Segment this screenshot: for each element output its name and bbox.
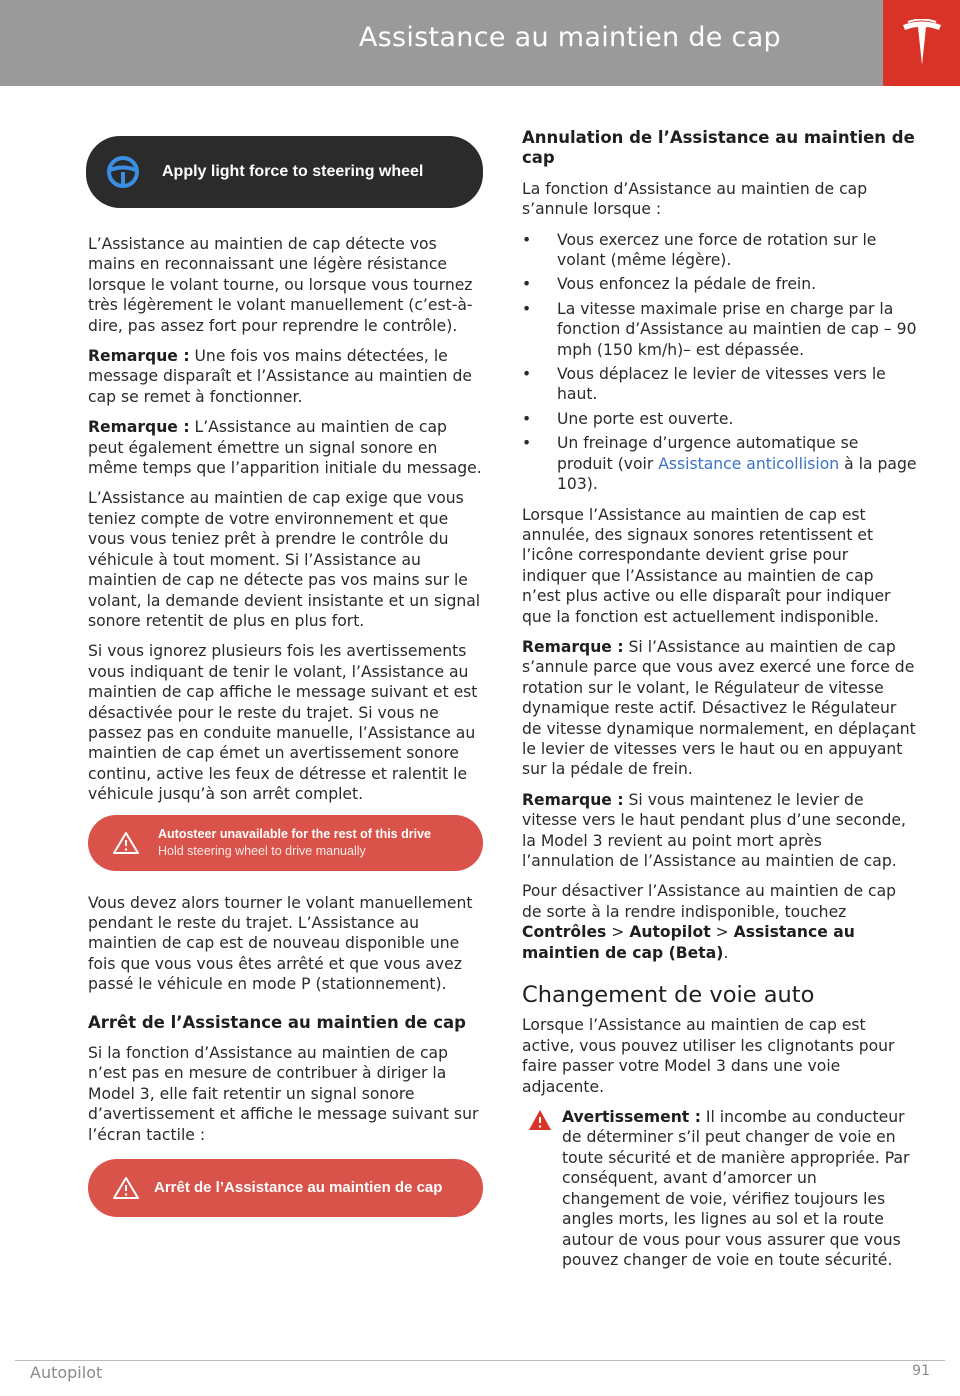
- note: [88, 346, 483, 407]
- section-heading: Arrêt de l’Assistance au maintien de cap: [88, 1012, 466, 1032]
- warning-triangle-icon: [112, 831, 140, 855]
- list-item-text: à la page 103).: [557, 454, 917, 494]
- warning-triangle-icon: [112, 1176, 140, 1200]
- note-text: L’Assistance au maintien de cap peut également émettre un signal sonore en même temps que l’apparition initiale du message.: [88, 418, 482, 478]
- warning-block: [522, 1107, 917, 1270]
- header-bar: [0, 0, 883, 86]
- footer-section: Autopilot: [30, 1363, 103, 1382]
- footer-divider: [15, 1360, 945, 1361]
- paragraph: [522, 881, 917, 963]
- note-text: Si l’Assistance au maintien de cap s’annule parce que vous avez exercé une force de rotation sur le volant, le Régulateur de vitesse dynamique reste actif. Désactivez le Régulateur de vitesse dynamique normalement, en déplaçant le levier de vitesses vers le haut ou en appuyant sur la pédale de frein.: [522, 637, 916, 779]
- menu-path-autopilot: Autopilot: [629, 923, 711, 942]
- steering-wheel-icon: [106, 155, 140, 189]
- paragraph: Si vous ignorez plusieurs fois les avertissements vous indiquant de tenir le volant, l’Assistance au maintien de cap affiche le message suivant et est désactivée pour le reste du trajet. Si vous ne passez pas en conduite manuelle, l’Assistance au maintien de cap émet un avertissement sonore continu, active les feux de détresse et ralentit le véhicule jusqu’à son arrêt complet.: [88, 642, 478, 804]
- list-item-text: Un freinage d’urgence automatique se produit (voir: [557, 434, 859, 473]
- paragraph: La fonction d’Assistance au maintien de cap s’annule lorsque :: [522, 179, 868, 219]
- list-item: • Vous enfoncez la pédale de frein.: [522, 274, 917, 294]
- note: [522, 790, 917, 872]
- page-number: 91: [912, 1363, 930, 1379]
- menu-path-autosteer: Assistance au maintien de cap (Beta): [522, 923, 855, 962]
- list-item: [522, 433, 917, 494]
- list-item: • La vitesse maximale prise en charge par la fonction d’Assistance au maintien de cap – 90 mph (150 km/h)– est dépassée.: [522, 299, 917, 360]
- paragraph: Vous devez alors tourner le volant manuellement pendant le reste du trajet. L’Assistance au maintien de cap est de nouveau disponible une fois que vous vous êtes arrêté et que vous avez passé le véhicule en mode P (stationnement).: [88, 893, 473, 994]
- note-label: Remarque :: [88, 418, 190, 437]
- brand-logo: [883, 0, 960, 86]
- page-title: Assistance au maintien de cap: [358, 22, 781, 53]
- section-heading: Annulation de l’Assistance au maintien de cap: [522, 128, 915, 168]
- note-text: Une fois vos mains détectées, le message disparaît et l’Assistance au maintien de cap se remet à fonctionner.: [88, 347, 472, 406]
- text: Pour désactiver l’Assistance au maintien de cap de sorte à la rendre indisponible, touchez: [522, 882, 897, 921]
- abort-banner-text: Arrêt de l’Assistance au maintien de cap: [154, 1178, 443, 1196]
- steering-alert-text: Apply light force to steering wheel: [162, 162, 424, 180]
- note-label: Remarque :: [522, 790, 624, 809]
- left-column: [88, 128, 483, 1217]
- right-column: [522, 128, 917, 1270]
- separator: >: [710, 923, 734, 942]
- note: [522, 637, 917, 780]
- banner-line-1: Autosteer unavailable for the rest of this drive: [158, 826, 431, 841]
- note-text: Si vous maintenez le levier de vitesse vers le haut pendant plus d’une seconde, la Model 3 revient au point mort après l’annulation de l’Assistance au maintien de cap.: [522, 790, 906, 870]
- warning-label: Avertissement :: [562, 1108, 701, 1127]
- note-label: Remarque :: [88, 347, 190, 366]
- warning-icon: [528, 1109, 552, 1131]
- paragraph: Si la fonction d’Assistance au maintien de cap n’est pas en mesure de contribuer à diriger la Model 3, elle fait retentir un signal sonore d’avertissement et affiche le message suivant sur l’écran tactile :: [88, 1044, 479, 1144]
- cancel-conditions-list: [522, 230, 917, 495]
- list-item: • Vous déplacez le levier de vitesses vers le haut.: [522, 364, 917, 405]
- paragraph: L’Assistance au maintien de cap exige que vous teniez compte de votre environnement et que vous vous teniez prêt à prendre le contrôle du véhicule à tout moment. Si l’Assistance au maintien de cap ne détecte pas vos mains sur le volant, la demande devient insistante et un signal sonore retentit de plus en plus fort.: [88, 489, 481, 630]
- text: .: [723, 943, 729, 962]
- tesla-logo-icon: [900, 19, 944, 67]
- steering-alert-banner: [86, 136, 483, 208]
- list-item: • Une porte est ouverte.: [522, 409, 917, 429]
- note: [88, 417, 483, 478]
- banner-line-2: Hold steering wheel to drive manually: [158, 843, 366, 858]
- menu-path-controls: Contrôles: [522, 923, 607, 942]
- paragraph: L’Assistance au maintien de cap détecte vos mains en reconnaissant une légère résistance lorsque le volant tourne, ou lorsque vous tournez très légèrement le volant manuellement (c’est-à-dire, pas assez fort pour reprendre le contrôle).: [88, 235, 473, 335]
- autosteer-unavailable-banner: [88, 815, 483, 871]
- paragraph: Lorsque l’Assistance au maintien de cap est active, vous pouvez utiliser les clignotants pour faire passer votre Model 3 dans une voie adjacente.: [522, 1016, 895, 1096]
- collision-assist-link[interactable]: Assistance anticollision: [658, 454, 840, 473]
- paragraph: Lorsque l’Assistance au maintien de cap est annulée, des signaux sonores retentissent et l’icône correspondante devient grise pour indiquer que l’Assistance au maintien de cap n’est plus active ou elle disparaît pour indiquer que la fonction est actuellement indisponible.: [522, 505, 891, 626]
- autosteer-abort-banner: [88, 1159, 483, 1217]
- list-item: • Vous exercez une force de rotation sur le volant (même légère).: [522, 230, 917, 271]
- section-title: Changement de voie auto: [522, 982, 815, 1009]
- warning-text: Il incombe au conducteur de déterminer s’il peut changer de voie en toute sécurité et de manière appropriée. Par conséquent, avant d’amorcer un changement de voie, vérifiez toujours les angles morts, les lignes au sol et la route autour de vous pour vous assurer que vous pouvez changer de voie en toute sécurité.: [562, 1108, 910, 1269]
- note-label: Remarque :: [522, 637, 624, 656]
- separator: >: [606, 923, 630, 942]
